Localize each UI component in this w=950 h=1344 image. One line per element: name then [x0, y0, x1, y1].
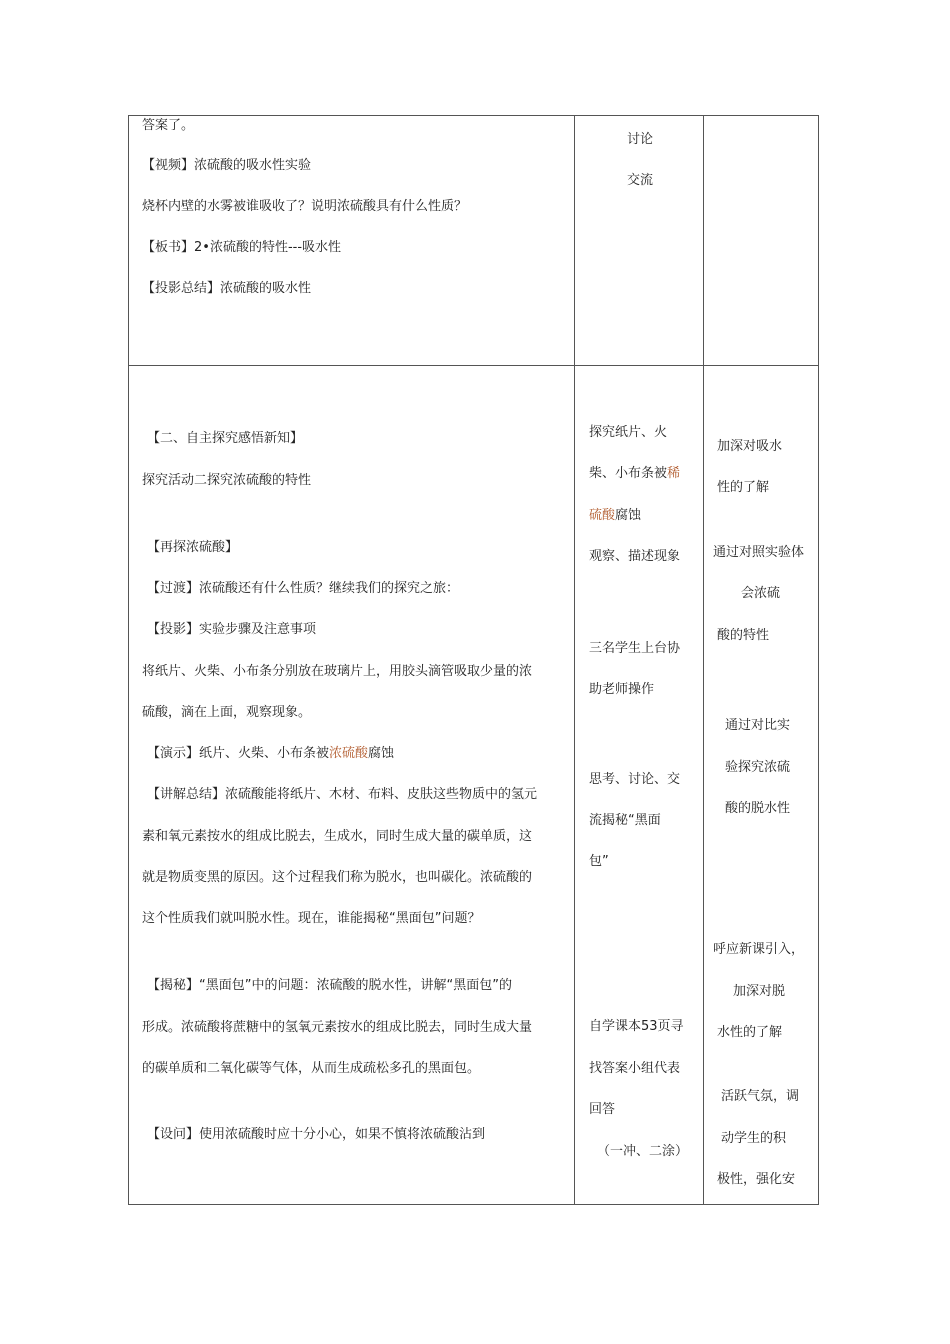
intent-text: 通过对比实: [725, 718, 791, 733]
row2-text: 【讲解总结】浓硫酸能将纸片、木材、布料、皮肤这些物质中的氢元: [147, 787, 538, 802]
student-text: 包”: [589, 854, 609, 869]
intent-text: 极性，强化安: [717, 1172, 796, 1187]
row2-text: 素和氧元素按水的组成比脱去，生成水，同时生成大量的碳单质，这: [142, 829, 533, 844]
column-divider: [574, 116, 575, 1204]
lesson-plan-table: [128, 115, 819, 1205]
student-text: 找答案小组代表: [589, 1061, 681, 1076]
student-text: 思考、讨论、交: [589, 772, 681, 787]
row1-text: 【视频】浓硫酸的吸水性实验: [142, 158, 312, 173]
intent-text: 验探究浓硫: [725, 760, 791, 775]
row2-text: 【再探浓硫酸】: [147, 540, 239, 555]
row2-text: 形成。浓硫酸将蔗糖中的氢氧元素按水的组成比脱去，同时生成大量: [142, 1020, 533, 1035]
student-text: 流揭秘“黑面: [589, 813, 661, 828]
activity-title: 探究活动二探究浓硫酸的特性: [142, 473, 312, 488]
row2-text: 【过渡】浓硫酸还有什么性质？继续我们的探究之旅：: [147, 581, 460, 596]
row1-student-text: 讨论: [627, 132, 654, 147]
intent-text: 加深对吸水: [717, 439, 783, 454]
student-text: 观察、描述现象: [589, 549, 681, 564]
intent-text: 通过对照实验体: [713, 545, 805, 560]
row1-text: 【板书】2•浓硫酸的特性---吸水性: [142, 240, 342, 255]
student-text: 探究纸片、火: [589, 425, 668, 440]
student-text: 回答: [589, 1102, 616, 1117]
student-text: 硫酸腐蚀: [589, 508, 642, 523]
student-text: 柴、小布条被稀: [589, 466, 681, 481]
row-divider: [129, 365, 818, 366]
row2-text: 将纸片、火柴、小布条分别放在玻璃片上，用胶头滴管吸取少量的浓: [142, 664, 533, 679]
row2-text: 就是物质变黑的原因。这个过程我们称为脱水，也叫碳化。浓硫酸的: [142, 870, 533, 885]
intent-text: 酸的特性: [717, 628, 770, 643]
student-text: 三名学生上台协: [589, 641, 681, 656]
intent-text: 性的了解: [717, 480, 770, 495]
row2-text: 硫酸，滴在上面，观察现象。: [142, 705, 312, 720]
column-divider: [703, 116, 704, 1204]
student-text: 助老师操作: [589, 682, 655, 697]
row2-text: 的碳单质和二氧化碳等气体，从而生成疏松多孔的黑面包。: [142, 1061, 481, 1076]
intent-text: 加深对脱: [733, 984, 786, 999]
demo-line: 【演示】纸片、火柴、小布条被浓硫酸腐蚀: [147, 746, 395, 761]
row2-text: 【投影】实验步骤及注意事项: [147, 622, 317, 637]
intent-text: 酸的脱水性: [725, 801, 791, 816]
student-text: 自学课本53页寻: [589, 1019, 684, 1034]
row2-text: 【揭秘】“黑面包”中的问题：浓硫酸的脱水性，讲解“黑面包”的: [147, 978, 512, 993]
row1-student-text: 交流: [627, 173, 654, 188]
intent-text: 水性的了解: [717, 1025, 783, 1040]
row2-text: 【设问】使用浓硫酸时应十分小心，如果不慎将浓硫酸沾到: [147, 1127, 486, 1142]
row2-text: 这个性质我们就叫脱水性。现在，谁能揭秘“黑面包”问题？: [142, 911, 481, 926]
section-heading: 【二、自主探究感悟新知】: [147, 431, 304, 446]
intent-text: 动学生的积: [721, 1131, 787, 1146]
student-text: （一冲、二涂）: [597, 1144, 689, 1159]
row1-text: 【投影总结】浓硫酸的吸水性: [142, 281, 312, 296]
intent-text: 会浓硫: [741, 586, 781, 601]
intent-text: 活跃气氛，调: [721, 1089, 800, 1104]
row1-text: 烧杯内壁的水雾被谁吸收了？说明浓硫酸具有什么性质？: [142, 199, 468, 214]
intent-text: 呼应新课引入，: [713, 942, 805, 957]
row1-text: 答案了。: [142, 118, 195, 133]
